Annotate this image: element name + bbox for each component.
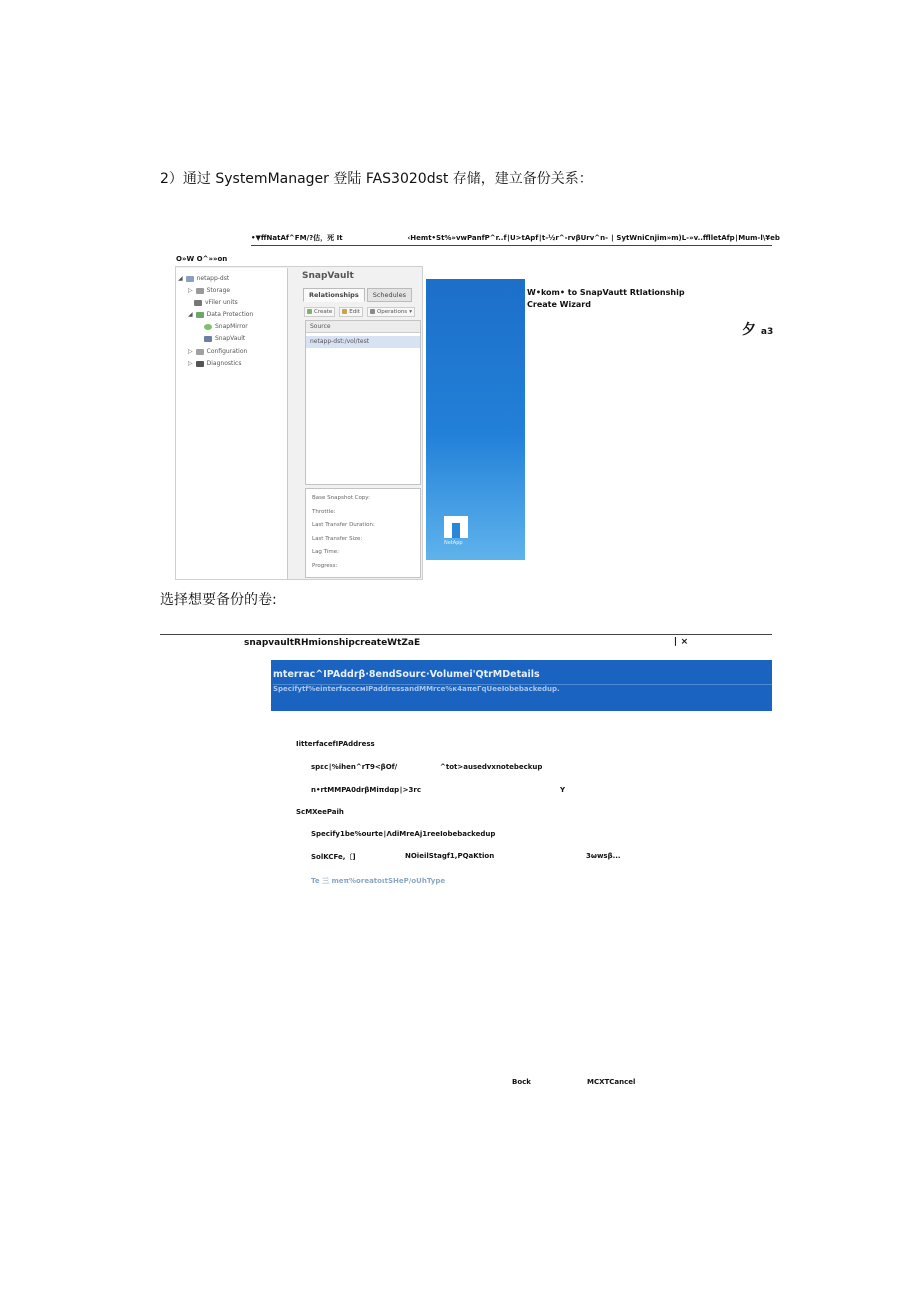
- tab-schedules[interactable]: Schedules: [367, 288, 412, 302]
- wrench-icon: [196, 349, 204, 355]
- edit-button-label: Edit: [349, 308, 360, 315]
- menu-right-text[interactable]: ‹Hemt•St%»vwPanfP^r..f∣U>tApf∣t-½r^-rvβUrv^n- ∣ SytWniCnjim»m)L-»v..fflletAfp∣Mum-l\¥eb: [407, 234, 780, 242]
- source-field-label: SolKCFe,〔]: [311, 853, 356, 861]
- tree-item-label: Storage: [206, 287, 231, 294]
- side-glyph-small: a3: [760, 327, 774, 337]
- tree-item-snapvault[interactable]: [204, 335, 245, 342]
- create-icon: [307, 309, 312, 314]
- side-glyph: [742, 319, 773, 339]
- relationship-details: [305, 488, 421, 578]
- path-type-link[interactable]: Te 三 meπ%oreatoιtSHeP/oUhType: [311, 877, 446, 885]
- tree-item-label: Configuration: [206, 348, 248, 355]
- snapvault-tabs: [303, 288, 412, 302]
- menu-caption: O»W O^»»on: [176, 255, 228, 263]
- interface-option-note: ^tot>ausedvxnotebeckup: [440, 763, 543, 771]
- tree-item-configuration[interactable]: [188, 348, 247, 355]
- system-manager-menu-bar: [251, 233, 780, 246]
- tree-item-vfiler[interactable]: [194, 299, 238, 306]
- source-path-section-title: ScMXeePaih: [296, 808, 344, 816]
- snapvault-toolbar: [304, 305, 421, 318]
- vault-icon: [204, 336, 212, 342]
- wizard-step-title: mterrac^IPAddrβ·8endSourc·Volumei'QtrMDetails: [273, 669, 540, 680]
- relationships-grid: [305, 320, 421, 485]
- tree-item-storage[interactable]: [188, 287, 230, 294]
- detail-base-snapshot: Base Snapshot Copy:: [312, 495, 371, 501]
- server-icon: [186, 276, 194, 282]
- menu-left-text[interactable]: •▼ffNatAf^FM/?估，死 It: [251, 234, 343, 242]
- detail-last-transfer-duration: Last Transfer Duration:: [312, 522, 375, 528]
- tree-item-root[interactable]: [178, 275, 229, 282]
- close-button[interactable]: ∣ ×: [673, 637, 689, 647]
- operations-icon: [370, 309, 375, 314]
- create-button-label: Create: [314, 308, 333, 315]
- back-button[interactable]: Bock: [512, 1078, 531, 1086]
- interface-section-title: IitterfacefIPAddress: [296, 740, 375, 748]
- navigation-tree: [176, 268, 288, 579]
- detail-last-transfer-size: Last Transfer Size:: [312, 535, 363, 542]
- expand-icon: ◢: [178, 275, 183, 282]
- tree-item-snapmirror[interactable]: [204, 323, 248, 330]
- tree-item-label: netapp-dst: [196, 275, 230, 282]
- tree-item-label: SnapMirror: [215, 323, 248, 330]
- wizard-step-subtitle: Specifytf%einterfacecмIPaddressandMMrce%к4aπeΓqUeeIobebackedup.: [273, 685, 560, 693]
- wizard-title: snapvaultRHmionshipcreateWtZaE: [244, 638, 421, 648]
- operations-button[interactable]: [367, 307, 415, 317]
- detail-throttle: Throttle:: [312, 508, 336, 515]
- collapse-icon: ▷: [188, 348, 193, 355]
- collapse-icon: ▷: [188, 360, 193, 367]
- source-path-instruction: Specify1be%ourte∣ΛdiMreAj1reeIobebackedup: [311, 830, 496, 838]
- interface-address-dropdown[interactable]: Y: [560, 786, 566, 794]
- edit-button[interactable]: [339, 307, 363, 317]
- step-heading: 2）通过 SystemManager 登陆 FAS3020dst 存储，建立备份关系：: [160, 171, 593, 187]
- interface-option-specify[interactable]: spεc∣%ihen^rT9<βOf∕: [311, 763, 398, 771]
- tree-item-label: vFiler units: [205, 299, 238, 306]
- next-cancel-buttons[interactable]: MCXTCancel: [587, 1078, 636, 1086]
- netapp-label: NetApp: [444, 540, 463, 546]
- table-row[interactable]: netapp-dst:/vol/test: [306, 336, 420, 348]
- source-path-input[interactable]: NOieilStagf1,PQaKtion: [405, 852, 495, 860]
- operations-button-label: Operations: [376, 308, 408, 315]
- shield-icon: [204, 324, 212, 330]
- select-volume-heading: 选择想要备份的卷:: [160, 592, 277, 608]
- interface-option-address[interactable]: n•rtMMPA0drβMiπdαp∣>3rc: [311, 786, 422, 794]
- snapvault-title: SnapVault: [302, 271, 354, 281]
- tree-item-label: Data Protection: [206, 311, 254, 318]
- tree-item-label: Diagnostics: [206, 360, 242, 367]
- detail-progress: Progress:: [312, 562, 338, 569]
- tab-relationships[interactable]: Relationships: [303, 288, 365, 302]
- storage-icon: [196, 288, 204, 294]
- edit-icon: [342, 309, 347, 314]
- expand-icon: ◢: [188, 311, 193, 318]
- collapse-icon: ▷: [188, 287, 193, 294]
- create-button[interactable]: [304, 307, 335, 317]
- tree-item-data-protection[interactable]: [188, 311, 253, 318]
- chevron-down-icon: ▾: [409, 308, 412, 315]
- browse-button[interactable]: 3ωwsβ...: [586, 852, 621, 860]
- wizard-side-banner: [426, 279, 525, 560]
- wizard-top-border: [160, 634, 772, 635]
- netapp-logo-icon: [444, 516, 468, 538]
- data-protection-icon: [196, 312, 204, 318]
- wizard-welcome-text: W•kom• to SnapVautt Rtlationship Create Wizard: [527, 288, 685, 309]
- detail-lag-time: Lag Time:: [312, 549, 339, 555]
- tree-item-diagnostics[interactable]: [188, 360, 241, 367]
- side-glyph-char: 夕: [742, 322, 756, 338]
- grid-header-source[interactable]: Source: [306, 321, 420, 333]
- vfiler-icon: [194, 300, 202, 306]
- tree-item-label: SnapVault: [215, 335, 246, 342]
- diagnostics-icon: [196, 361, 204, 367]
